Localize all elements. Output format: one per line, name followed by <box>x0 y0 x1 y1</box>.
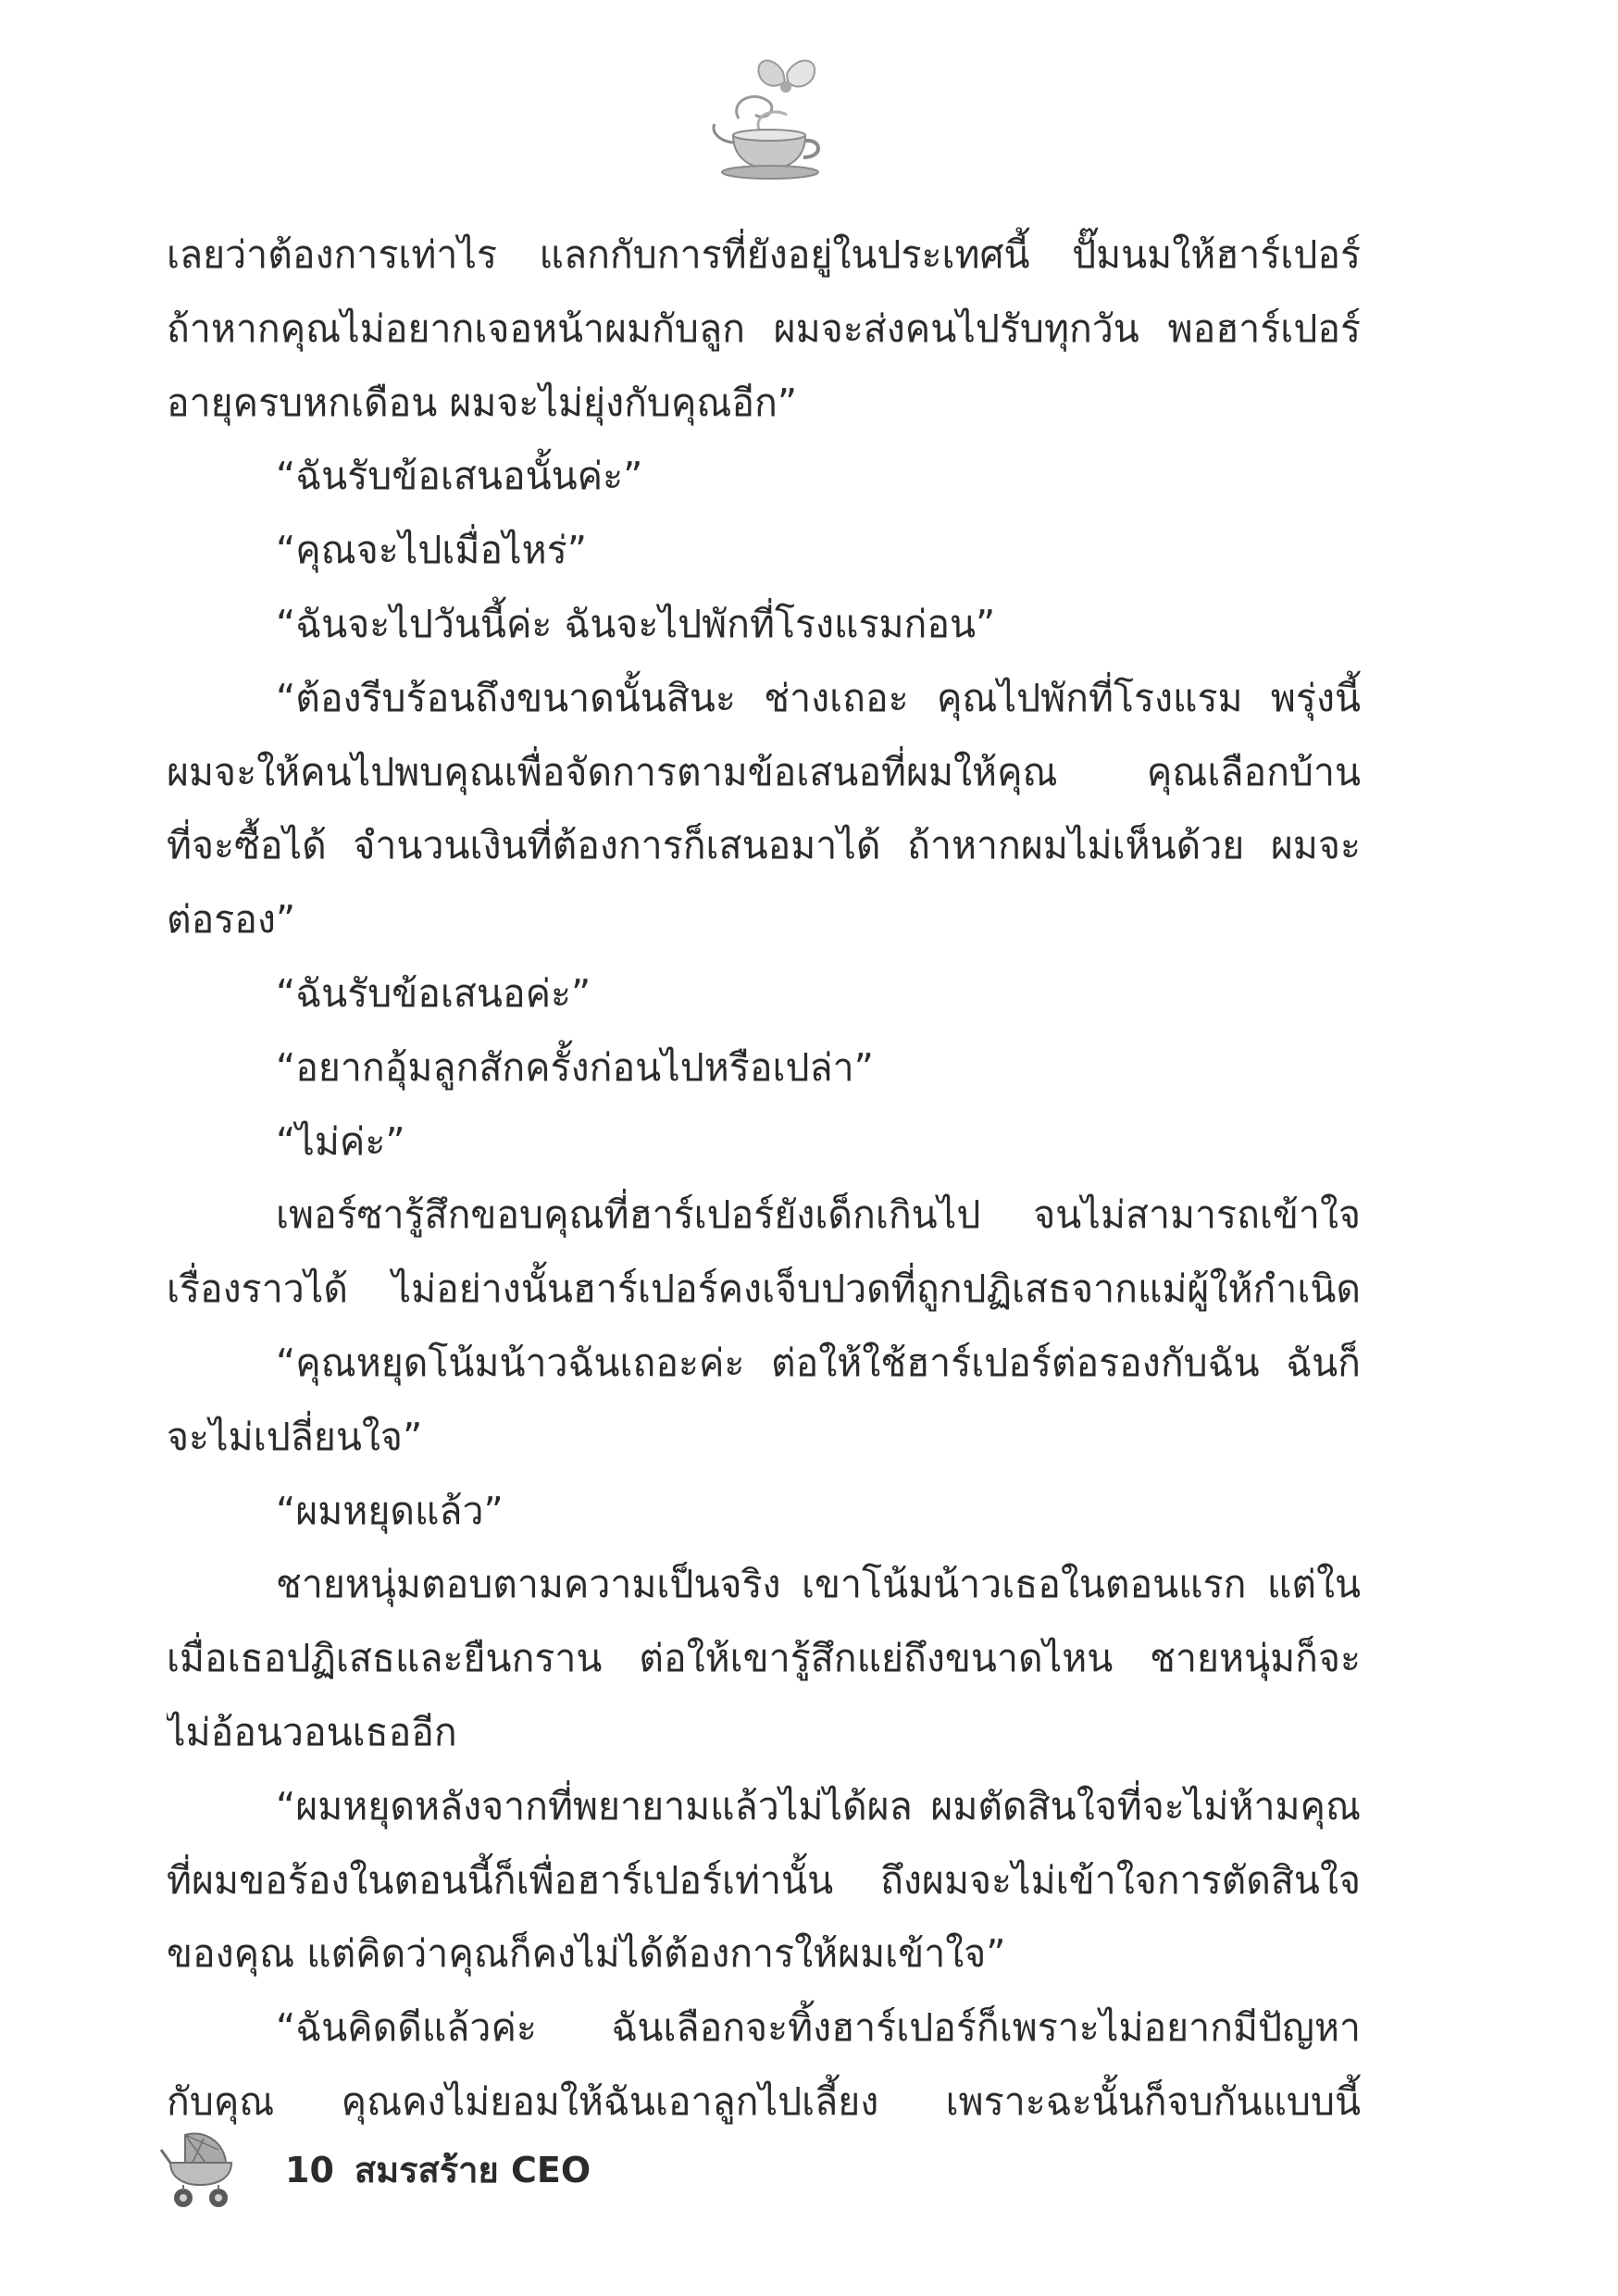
text-line: ชายหนุ่มตอบตามความเป็นจริง เขาโน้มน้าวเธอในตอนแรก แต่ใน <box>276 1562 1361 1607</box>
text-line: ของคุณ แต่คิดว่าคุณก็คงไม่ได้ต้องการให้ผมเข้าใจ” <box>167 1931 1006 1977</box>
text-line: “คุณหยุดโน้มน้าวฉันเถอะค่ะ ต่อให้ใช้ฮาร์เปอร์ต่อรองกับฉัน ฉันก็ <box>276 1340 1361 1385</box>
text-line: เลยว่าต้องการเท่าไร แลกกับการที่ยังอยู่ในประเทศนี้ ปั๊มนมให้ฮาร์เปอร์ <box>167 232 1361 277</box>
text-line: “ฉันจะไปวันนี้ค่ะ ฉันจะไปพักที่โรงแรมก่อน” <box>276 601 996 646</box>
page-footer <box>157 2122 805 2224</box>
text-line: เรื่องราวได้ ไม่อย่างนั้นฮาร์เปอร์คงเจ็บปวดที่ถูกปฏิเสธจากแม่ผู้ให้กำเนิด <box>167 1267 1361 1312</box>
text-line: จะไม่เปลี่ยนใจ” <box>167 1414 423 1459</box>
text-line: “อยากอุ้มลูกสักครั้งก่อนไปหรือเปล่า” <box>276 1044 874 1090</box>
text-line: “ต้องรีบร้อนถึงขนาดนั้นสินะ ช่างเถอะ คุณไปพักที่โรงแรม พรุ่งนี้ <box>276 675 1361 720</box>
baby-stroller-icon <box>157 2122 243 2211</box>
text-line: เพอร์ซารู้สึกขอบคุณที่ฮาร์เปอร์ยังเด็กเกินไป จนไม่สามารถเข้าใจ <box>276 1192 1361 1238</box>
fairy-teacup-icon <box>702 54 850 183</box>
text-line: อายุครบหกเดือน ผมจะไม่ยุ่งกับคุณอีก” <box>167 380 798 425</box>
page-number: 10 <box>285 2150 334 2190</box>
text-line: “ผมหยุดแล้ว” <box>276 1488 504 1533</box>
text-line: ที่ผมขอร้องในตอนนี้ก็เพื่อฮาร์เปอร์เท่านั้น ถึงผมจะไม่เข้าใจการตัดสินใจ <box>167 1857 1361 1903</box>
text-line: “ฉันคิดดีแล้วค่ะ ฉันเลือกจะทิ้งฮาร์เปอร์ก็เพราะไม่อยากมีปัญหา <box>276 2005 1361 2051</box>
text-line: “คุณจะไปเมื่อไหร่” <box>276 528 587 573</box>
text-line: ผมจะให้คนไปพบคุณเพื่อจัดการตามข้อเสนอที่ผมให้คุณ คุณเลือกบ้าน <box>167 749 1361 794</box>
book-title: สมรสร้าย CEO <box>354 2150 591 2190</box>
text-line: ที่จะซื้อได้ จำนวนเงินที่ต้องการก็เสนอมาได้ ถ้าหากผมไม่เห็นด้วย ผมจะ <box>167 823 1361 868</box>
text-line: “ฉันรับข้อเสนอค่ะ” <box>276 970 591 1016</box>
text-line: ต่อรอง” <box>167 897 296 942</box>
text-line: ไม่อ้อนวอนเธออีก <box>167 1709 457 1754</box>
text-line: “ไม่ค่ะ” <box>276 1118 405 1164</box>
text-line: กับคุณ คุณคงไม่ยอมให้ฉันเอาลูกไปเลี้ยง เพราะฉะนั้นก็จบกันแบบนี้ <box>167 2078 1361 2124</box>
text-line: ถ้าหากคุณไม่อยากเจอหน้าผมกับลูก ผมจะส่งคนไปรับทุกวัน พอฮาร์เปอร์ <box>167 306 1361 351</box>
text-line: “ฉันรับข้อเสนอนั้นค่ะ” <box>276 454 643 499</box>
text-line: เมื่อเธอปฏิเสธและยืนกราน ต่อให้เขารู้สึกแย่ถึงขนาดไหน ชายหนุ่มก็จะ <box>167 1636 1361 1681</box>
footer-text <box>285 2150 611 2190</box>
page-body-text <box>167 218 1361 2140</box>
text-line: “ผมหยุดหลังจากที่พยายามแล้วไม่ได้ผล ผมตัดสินใจที่จะไม่ห้ามคุณ <box>276 1783 1361 1828</box>
